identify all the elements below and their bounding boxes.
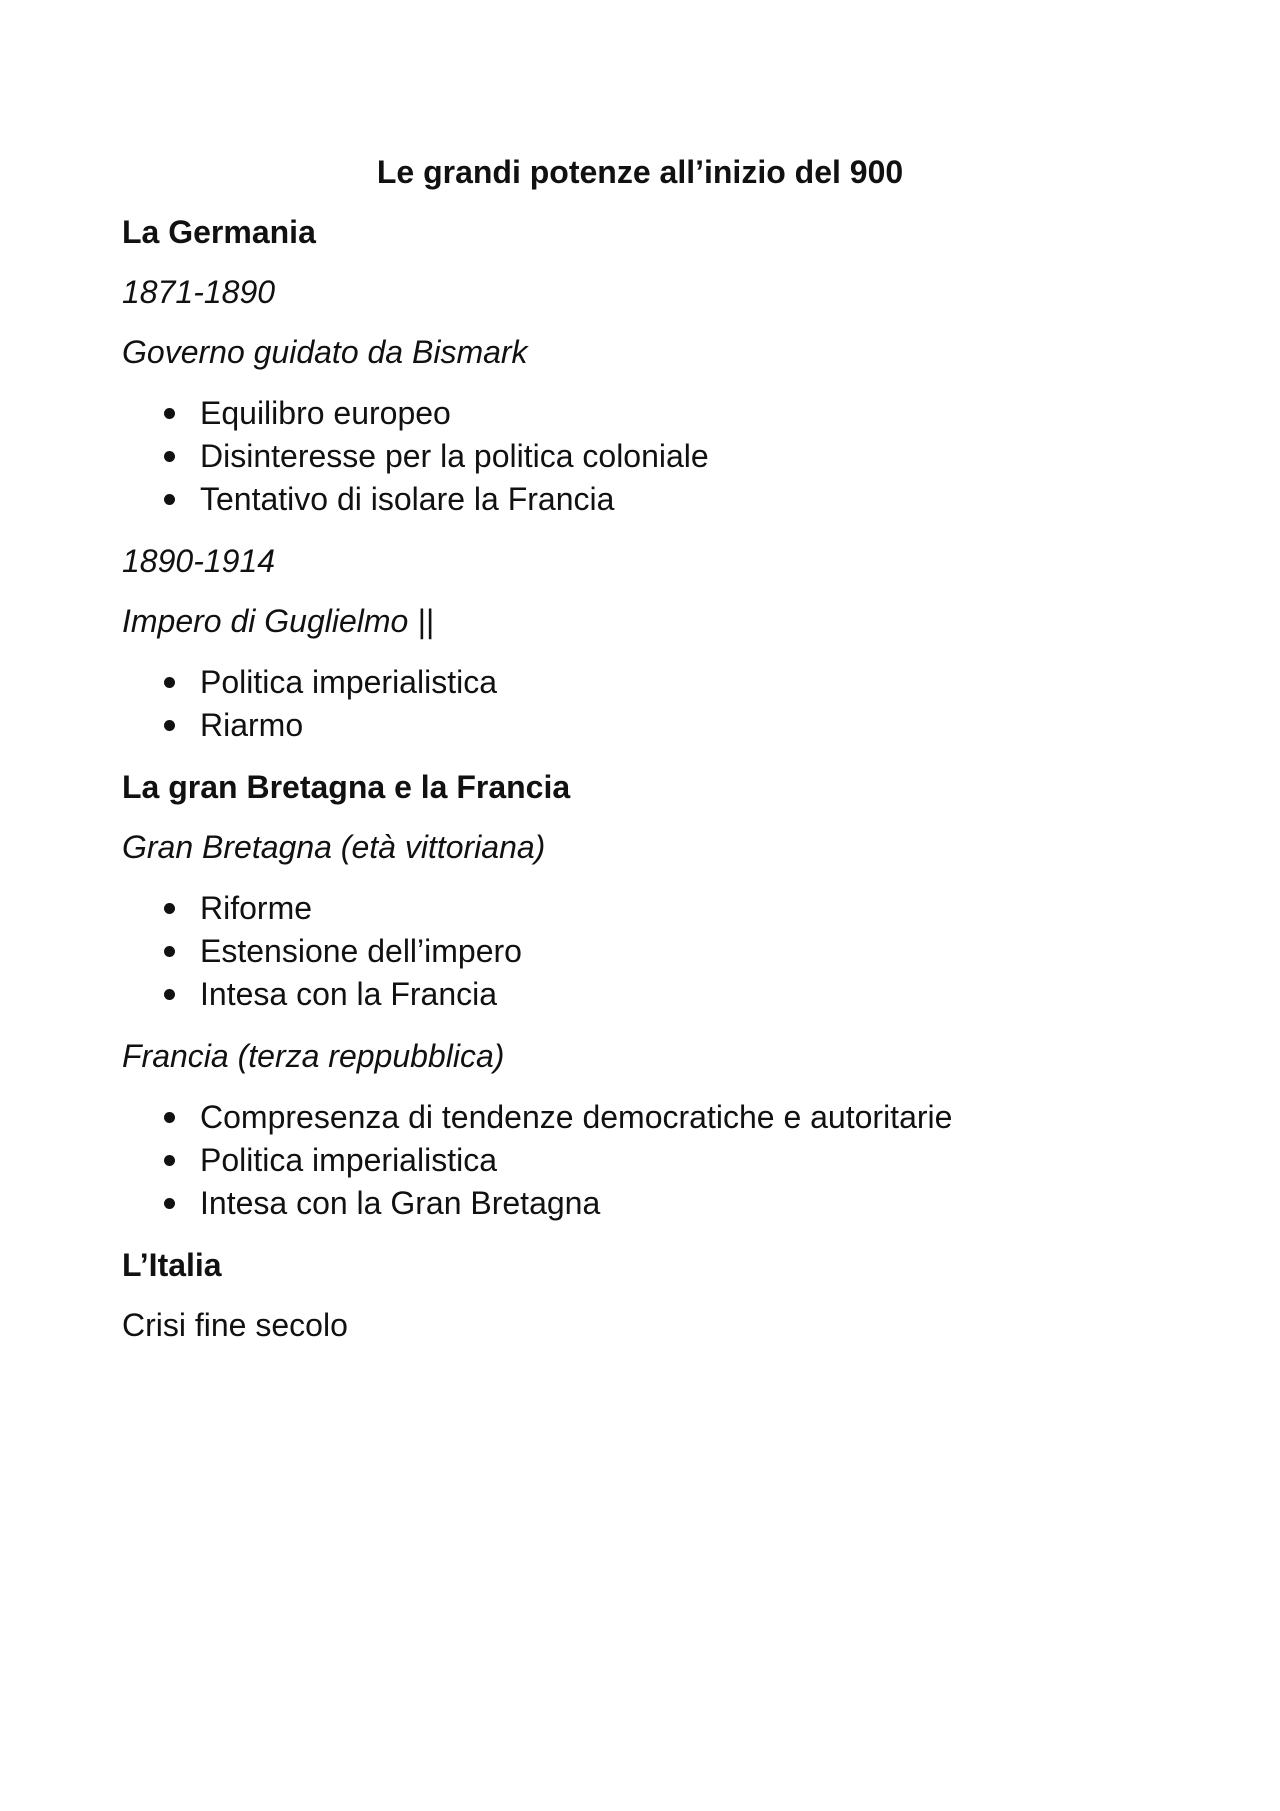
list-item-text: Riarmo (200, 707, 304, 743)
bullet-icon (164, 903, 175, 914)
bullet-icon (164, 1155, 175, 1166)
bullet-icon (164, 408, 175, 419)
list-item (122, 1096, 1182, 1139)
period-years-2: 1890-1914 (122, 543, 276, 579)
italia-text: Crisi fine secolo (122, 1307, 348, 1343)
list-item-text: Intesa con la Gran Bretagna (200, 1185, 601, 1221)
bullet-icon (164, 451, 175, 462)
bullet-list-francia (122, 1096, 1182, 1225)
section-heading-italia: L’Italia (122, 1247, 222, 1283)
list-item-text: Intesa con la Francia (200, 976, 498, 1012)
list-item-text: Tentativo di isolare la Francia (200, 481, 615, 517)
list-item (122, 930, 1182, 973)
section-heading-germania: La Germania (122, 214, 316, 250)
bullet-list-gran-bretagna (122, 887, 1182, 1016)
list-item-text: Politica imperialistica (200, 664, 497, 700)
subtitle-gran-bretagna: Gran Bretagna (età vittoriana) (122, 829, 546, 865)
bullet-icon (164, 720, 175, 731)
list-item-text: Disinteresse per la politica coloniale (200, 438, 709, 474)
period-years-1: 1871-1890 (122, 274, 276, 310)
document-body (122, 212, 1182, 1365)
subtitle-francia: Francia (terza reppubblica) (122, 1038, 505, 1074)
list-item (122, 435, 1182, 478)
bullet-list-guglielmo (122, 661, 1182, 747)
list-item-text: Politica imperialistica (200, 1142, 497, 1178)
list-item (122, 392, 1182, 435)
list-item (122, 1182, 1182, 1225)
bullet-icon (164, 494, 175, 505)
bullet-icon (164, 677, 175, 688)
list-item-text: Compresenza di tendenze democratiche e autoritarie (200, 1099, 953, 1135)
bullet-icon (164, 989, 175, 1000)
list-item (122, 478, 1182, 521)
document-title: Le grandi potenze all’inizio del 900 (376, 154, 904, 190)
bullet-icon (164, 946, 175, 957)
list-item-text: Riforme (200, 890, 313, 926)
period-subtitle-bismark: Governo guidato da Bismark (122, 334, 528, 370)
list-item (122, 973, 1182, 1016)
list-item (122, 1139, 1182, 1182)
list-item-text: Estensione dell’impero (200, 933, 522, 969)
section-heading-bretagna-francia: La gran Bretagna e la Francia (122, 769, 571, 805)
list-item (122, 661, 1182, 704)
period-subtitle-guglielmo: Impero di Guglielmo || (122, 603, 434, 639)
list-item (122, 704, 1182, 747)
list-item (122, 887, 1182, 930)
list-item-text: Equilibro europeo (200, 395, 451, 431)
bullet-icon (164, 1112, 175, 1123)
bullet-icon (164, 1198, 175, 1209)
bullet-list-bismark (122, 392, 1182, 521)
